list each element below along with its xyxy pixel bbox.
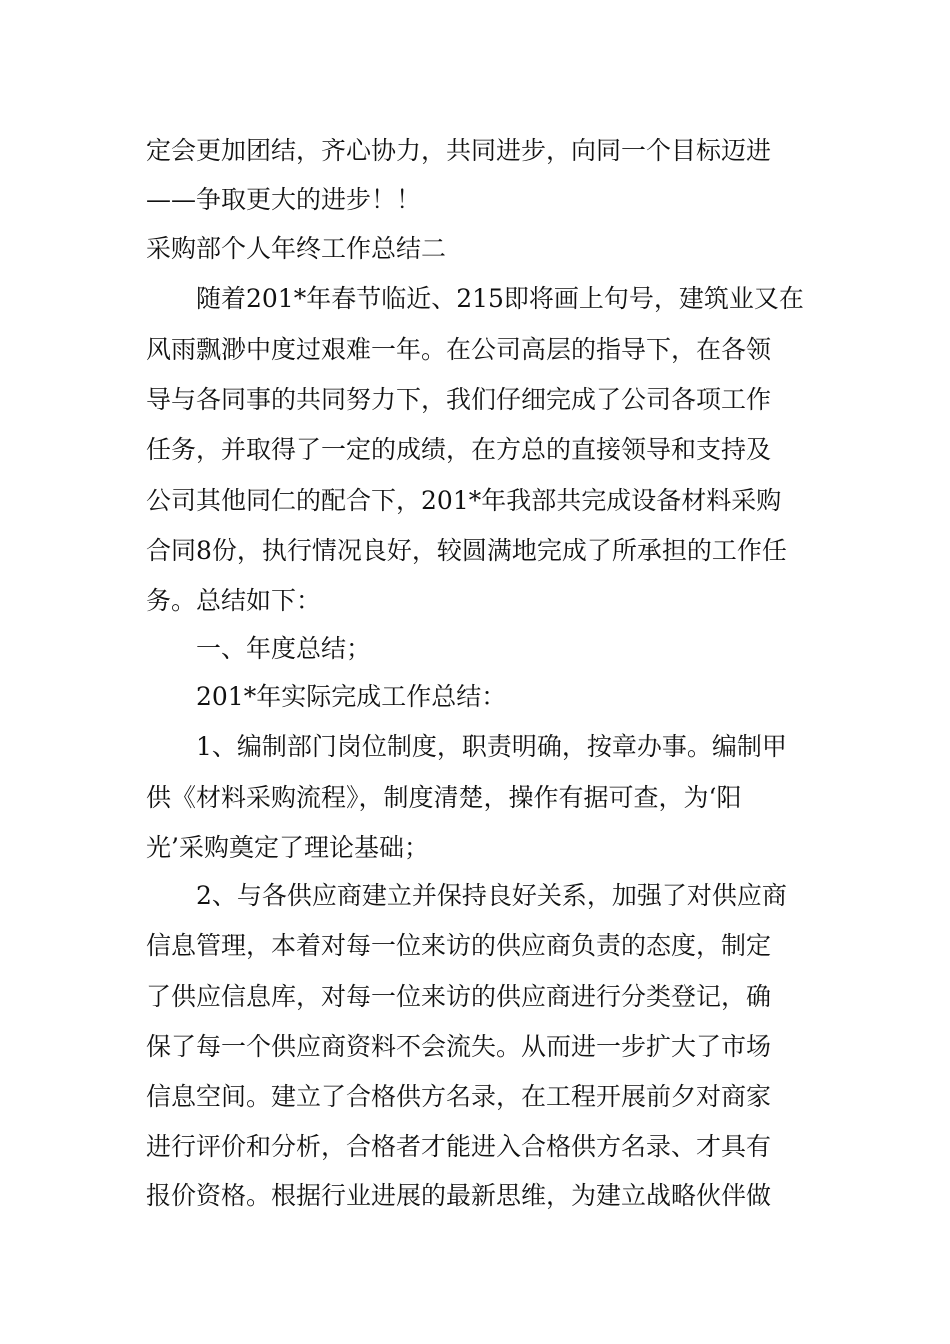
text-line: ——争取更大的进步！！ [146,185,422,214]
paragraph-first-line: 2、与各供应商建立并保持良好关系，加强了对供应商 [196,881,787,910]
text-line: 合同8份，执行情况良好，较圆满地完成了所承担的工作任 [146,536,787,565]
sub-heading: 201*年实际完成工作总结： [196,682,507,711]
text-line: 公司其他同仁的配合下，201*年我部共完成设备材料采购 [146,486,782,515]
section-title: 采购部个人年终工作总结二 [146,234,447,263]
text-line: 定会更加团结，齐心协力，共同进步，向同一个目标迈进 [146,136,772,165]
text-line: 报价资格。根据行业进展的最新思维，为建立战略伙伴做 [146,1181,772,1210]
paragraph-first-line: 随着201*年春节临近、215即将画上句号，建筑业又在 [196,284,804,313]
text-line: 任务，并取得了一定的成绩，在方总的直接领导和支持及 [146,435,772,464]
text-line: 光’采购奠定了理论基础； [146,833,429,862]
text-line: 保了每一个供应商资料不会流失。从而进一步扩大了市场 [146,1032,772,1061]
paragraph-first-line: 1、编制部门岗位制度，职责明确，按章办事。编制甲 [196,732,787,761]
list-heading: 一、年度总结； [196,634,372,663]
text-line: 务。总结如下： [146,586,322,615]
text-line: 进行评价和分析，合格者才能进入合格供方名录、才具有 [146,1132,772,1161]
text-line: 信息管理，本着对每一位来访的供应商负责的态度，制定 [146,931,772,960]
text-line: 导与各同事的共同努力下，我们仔细完成了公司各项工作 [146,385,772,414]
text-line: 信息空间。建立了合格供方名录，在工程开展前夕对商家 [146,1082,772,1111]
text-line: 风雨飘渺中度过艰难一年。在公司高层的指导下，在各领 [146,335,772,364]
text-line: 供《材料采购流程》，制度清楚，操作有据可查，为‘阳 [146,783,742,812]
text-line: 了供应信息库，对每一位来访的供应商进行分类登记，确 [146,982,772,1011]
